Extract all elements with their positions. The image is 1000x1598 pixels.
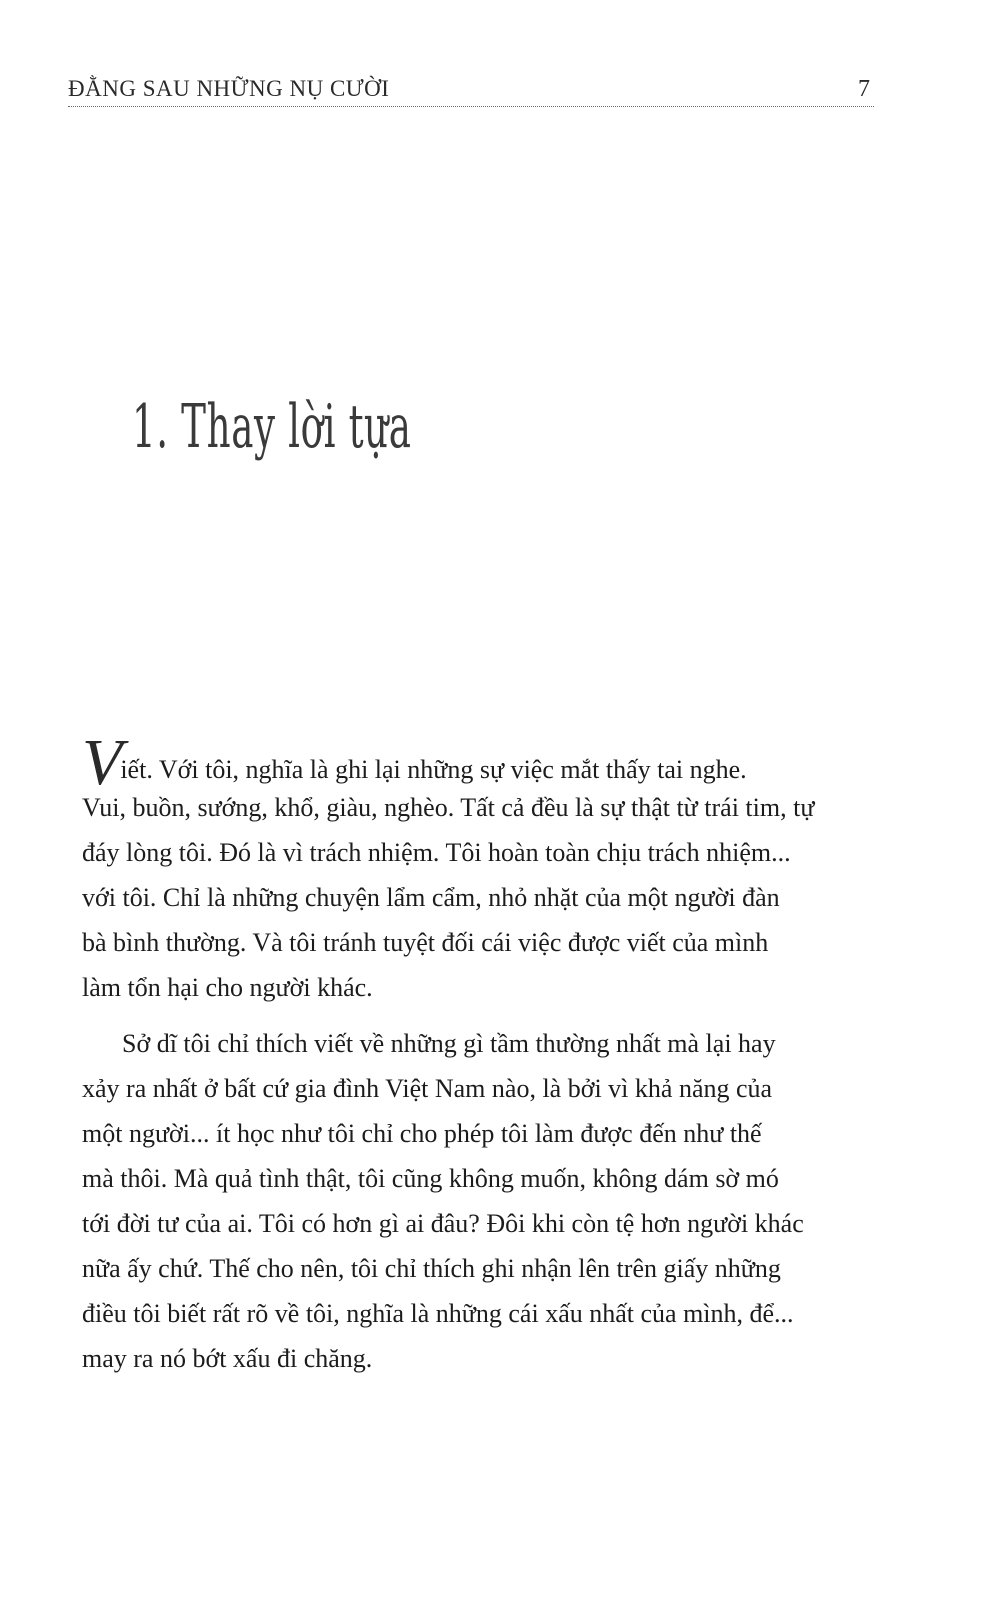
paragraph-line: mà thôi. Mà quả tình thật, tôi cũng không muốn, không dám sờ mó [82, 1164, 779, 1193]
running-title: ĐẰNG SAU NHỮNG NỤ CƯỜI [68, 76, 390, 101]
chapter-title: 1. Thay lời tựa [132, 392, 412, 462]
paragraph-line: đáy lòng tôi. Đó là vì trách nhiệm. Tôi hoàn toàn chịu trách nhiệm... [82, 838, 791, 867]
paragraph-1 [82, 726, 882, 1010]
paragraph-line: Vui, buồn, sướng, khổ, giàu, nghèo. Tất cả đều là sự thật từ trái tim, tự [82, 793, 815, 822]
running-header [68, 76, 874, 107]
paragraph-line: xảy ra nhất ở bất cứ gia đình Việt Nam nào, là bởi vì khả năng của [82, 1074, 773, 1103]
page-number: 7 [858, 76, 870, 102]
paragraph-2 [82, 1021, 882, 1381]
paragraph-line: bà bình thường. Và tôi tránh tuyệt đối cái việc được viết của mình [82, 928, 769, 957]
paragraph-line [82, 726, 882, 799]
paragraph-line: một người... ít học như tôi chỉ cho phép tôi làm được đến như thế [82, 1119, 762, 1148]
paragraph-line: điều tôi biết rất rõ về tôi, nghĩa là những cái xấu nhất của mình, để... [82, 1299, 794, 1328]
paragraph-line: Sở dĩ tôi chỉ thích viết về những gì tầm thường nhất mà lại hay [122, 1029, 776, 1058]
paragraph-line: may ra nó bớt xấu đi chăng. [82, 1344, 373, 1373]
paragraph-line: với tôi. Chỉ là những chuyện lẩm cẩm, nhỏ nhặt của một người đàn [82, 883, 780, 912]
paragraph-line: tới đời tư của ai. Tôi có hơn gì ai đâu? Đôi khi còn tệ hơn người khác [82, 1209, 804, 1238]
paragraph-line: làm tổn hại cho người khác. [82, 973, 373, 1002]
line-text: iết. Với tôi, nghĩa là ghi lại những sự việc mắt thấy tai nghe. [120, 755, 747, 784]
paragraph-line: nữa ấy chứ. Thế cho nên, tôi chỉ thích ghi nhận lên trên giấy những [82, 1254, 781, 1283]
drop-cap: V [82, 726, 123, 799]
body-text [82, 726, 882, 1381]
paragraph-gap [82, 1010, 882, 1021]
